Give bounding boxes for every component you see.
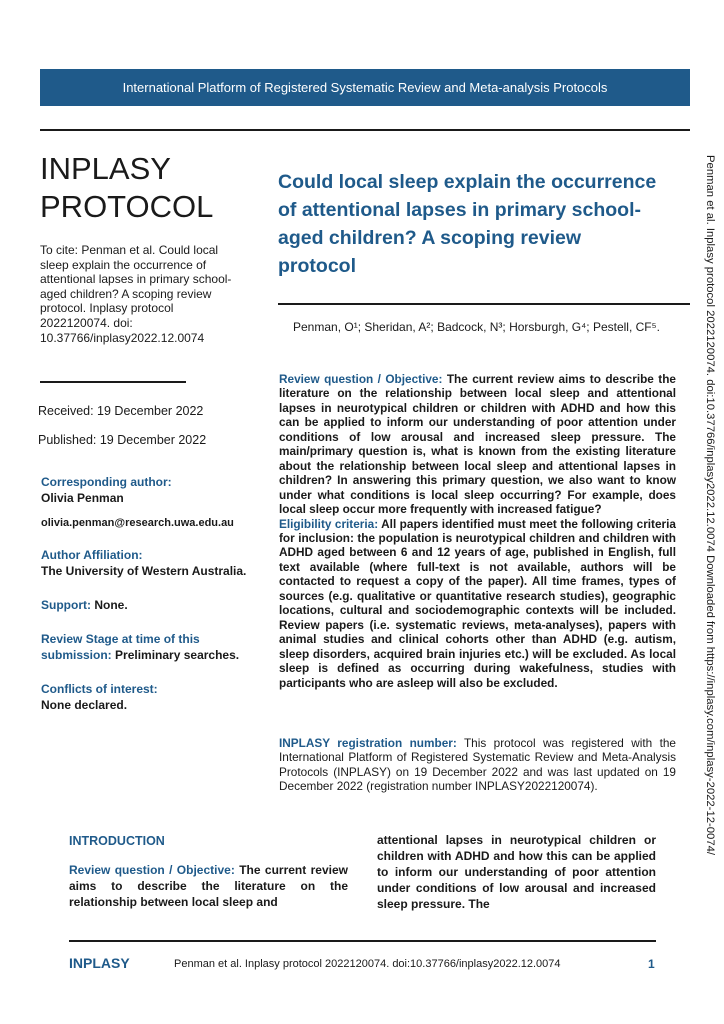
affiliation-label: Author Affiliation: [41, 548, 143, 562]
abstract [279, 372, 676, 690]
conflicts-label: Conflicts of interest: [41, 682, 158, 696]
title-divider [278, 303, 690, 305]
registration-label: INPLASY registration number: [279, 736, 457, 750]
registration-text: This protocol was registered with the International Platform of Registered Systematic Review and Meta-Analysis Protocols (INPLASY) on 19 December 2022 and was last updated on 19 December 2022 (registration number INPLASY2022120074). [279, 736, 676, 794]
received-date: Received: 19 December 2022 [38, 404, 204, 418]
review-question-text: The current review aims to describe the literature on the relationship between local sleep and attentional lapses in neurotypical children or children with ADHD and how this can be applied to inform our understanding of poor attention under conditions of low arousal and increased sleep pressure. The main/primary question is, what is known from the existing literature about the relationship between local sleep and attentional lapses in children? In answering this primary question, we also want to know under what conditions is local sleep occurring? For example, does local sleep occur more frequently with increased fatigue? [279, 372, 676, 517]
corresponding-name: Olivia Penman [41, 491, 124, 505]
body-column-2: attentional lapses in neurotypical children or children with ADHD and how this can be applied to inform our understanding of poor attention under conditions of low arousal and increased sleep pressure. The [377, 833, 656, 911]
paper-title: Could local sleep explain the occurrence of attentional lapses in primary school-aged children? A scoping review protocol [278, 171, 657, 277]
eligibility-label: Eligibility criteria: [279, 516, 379, 531]
footer-citation: Penman et al. Inplasy protocol 2022120074. doi:10.37766/inplasy2022.12.0074 [174, 958, 561, 970]
affiliation-text: The University of Western Australia. [41, 564, 247, 578]
corresponding-block [41, 474, 261, 531]
support-label: Support: [41, 598, 91, 612]
registration-paragraph [279, 736, 676, 794]
conflicts-block [41, 681, 261, 713]
stage-label: Review Stage at time of this submission: [41, 632, 200, 662]
protocol-title-line-1: INPLASY [40, 151, 171, 186]
eligibility-text: All papers identified must meet the following criteria for inclusion: the population is neurotypical children and children with ADHD aged between 6 and 12 years of age, published in English, full text available (where full-text is not available, authors will be contacted to request a copy of the paper). All time frames, types of sources (e.g. qualitative or quantitative research studies), geographic locations, cultural and sociodemographic contexts will be included. Review papers (i.e. systematic reviews, meta-analyses), papers with animal studies and clinical cohorts other than ADHD (e.g. autism, sleep disorders, acquired brain injuries etc.) will be excluded. As local sleep is defined as occurring during wakefulness, studies with participants who are asleep will also be excluded. [279, 516, 676, 690]
page-number: 1 [648, 957, 655, 971]
header-rule [40, 129, 690, 131]
conflicts-text: None declared. [41, 698, 128, 712]
author-list: Penman, O¹; Sheridan, A²; Badcock, N³; Horsburgh, G⁴; Pestell, CF⁵. [293, 320, 660, 334]
stage-block [41, 631, 261, 663]
body-column-1 [69, 862, 348, 910]
dates-block [38, 404, 238, 462]
protocol-title [40, 150, 240, 226]
header-banner: International Platform of Registered Systematic Review and Meta-analysis Protocols [40, 69, 690, 106]
introduction-heading: INTRODUCTION [69, 834, 165, 848]
review-question-paragraph [279, 372, 676, 517]
support-block [41, 597, 261, 613]
published-date: Published: 19 December 2022 [38, 433, 207, 447]
footer-rule [69, 940, 656, 942]
review-question-label: Review question / Objective: [279, 372, 443, 386]
left-divider [40, 381, 186, 383]
citation-text: To cite: Penman et al. Could local sleep explain the occurrence of attentional lapses in primary school-aged children? A scoping review protocol. Inplasy protocol 2022120074. doi: 10.37766/inplasy2022.12.0074 [40, 243, 232, 345]
affiliation-block [41, 547, 261, 579]
corresponding-email[interactable]: olivia.penman@research.uwa.edu.au [41, 517, 234, 529]
side-download-note: Penman et al. Inplasy protocol 2022120074. doi:10.37766/inplasy2022.12.0074 Downloaded from https://inplasy.com/inplasy-2022-12-0074/ [704, 155, 716, 856]
metadata-block [41, 474, 261, 724]
body-rq-label: Review question / Objective: [69, 863, 235, 877]
stage-text: Preliminary searches. [111, 648, 240, 662]
protocol-title-line-2: PROTOCOL [40, 189, 214, 224]
body-rq-text: The current review aims to describe the literature on the relationship between local sleep and [69, 863, 348, 909]
footer-brand: INPLASY [69, 955, 130, 971]
eligibility-paragraph [279, 517, 676, 690]
corresponding-label: Corresponding author: [41, 475, 172, 489]
support-text: None. [91, 598, 128, 612]
